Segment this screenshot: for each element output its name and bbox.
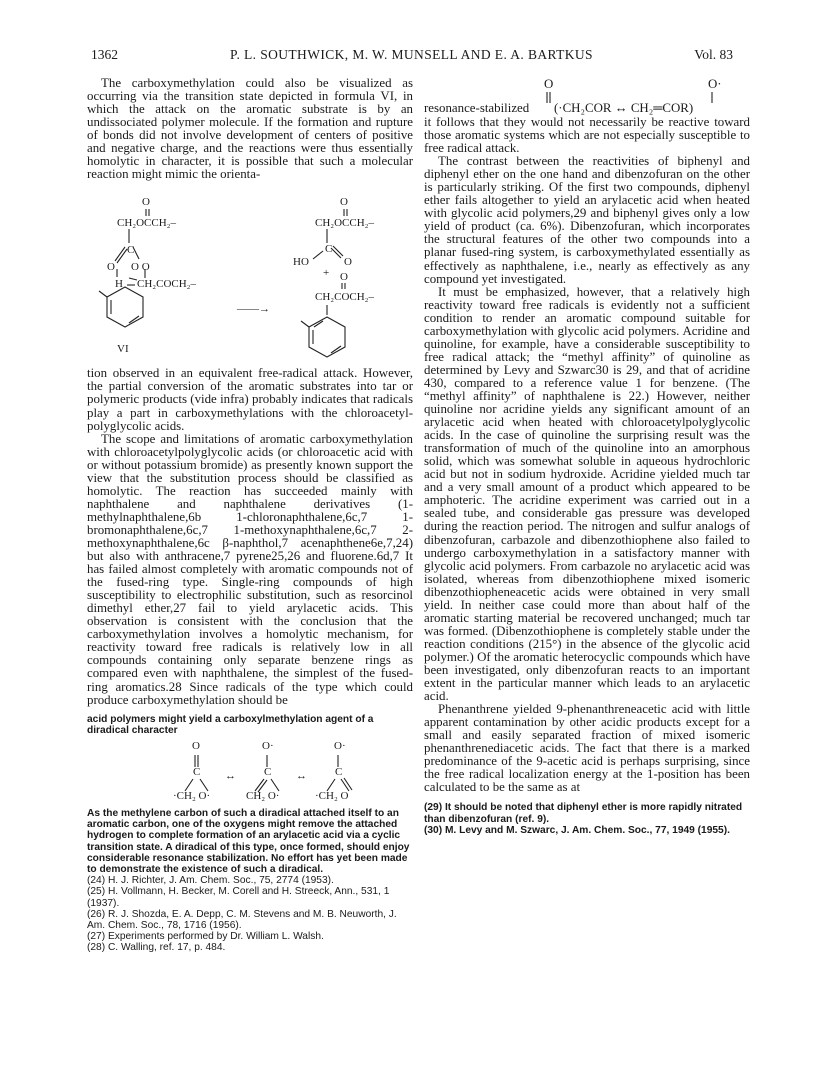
running-authors: P. L. SOUTHWICK, M. W. MUNSELL AND E. A. BARTKUS	[230, 47, 593, 62]
running-header	[0, 47, 823, 69]
oxygen-atom: O	[544, 77, 554, 91]
resonance-equation: (·CH₂COR ↔ CH₂═COR)	[554, 101, 694, 115]
oxygen-pair: O O	[131, 261, 150, 274]
struct-prefix: resonance-stabilized	[424, 101, 530, 115]
oxygen-atom: O·	[262, 740, 274, 752]
reference-27: (27) Experiments performed by Dr. William L. Walsh.	[87, 931, 324, 943]
reference-29: (29) It should be noted that diphenyl ether is more rapidly nitrated than dibenzofuran (ref. 9).	[424, 802, 743, 825]
reference-30: (30) M. Levy and M. Szwarc, J. Am. Chem. Soc., 77, 1949 (1955).	[424, 824, 730, 836]
footnote-text: As the methylene carbon of such a diradical attached itself to an aromatic carbon, one of the oxygens might remove the attached hydrogen to complete formation of an arylacetic acid via a cyclic transition state. A diradical of this type, once formed, should enjoy considerable resonance stabilization. No effort has yet been made to demonstrate the existence of such a diradical.	[87, 808, 410, 876]
paragraph: The contrast between the reactivities of biphenyl and diphenyl ether on the one hand and dibenzofuran on the other is particularly striking. Of the first two compounds, diphenyl ether fails altogether to yield an arylacetic acid when heated with glycolic acid polymers,29 and biphenyl gives only a low yield of product (ca. 6%). Dibenzofuran, which incorporates the structural features of the other two compounds into a planar fused-ring system, is carboxymethylated essentially as effectively as naphthalene, i.e., nearly as effectively as any compound yet investigated.	[424, 154, 750, 286]
resonance-bonds	[424, 78, 750, 116]
footnote-text: acid polymers might yield a carboxylmethylation agent of a diradical character	[87, 713, 374, 736]
ester-group: CH₂COCH₂–	[315, 291, 375, 304]
carbon-atom: C	[335, 766, 343, 778]
hydroxyl-group: HO	[293, 256, 309, 269]
formula-vi-figure	[87, 185, 413, 365]
reference-28: (28) C. Walling, ref. 17, p. 484.	[87, 942, 226, 954]
plus-sign: +	[323, 267, 330, 280]
paragraph: The scope and limitations of aromatic carboxymethylation with chloroacetylpolyglycolic acids (or chloroacetic acid with or without potassium bromide) as presently known support the view that the substitution process should be classified as homolytic. The reaction has succeeded mainly with naphthalene and naphthalene derivatives (1-methylnaphthalene,6b 1-chloronaphthalene,6c,7 1-bromonaphthalene,6c,7 1-methoxynaphthalene,6c,7 2-methoxynaphthalene,6c β-naphthol,7 acenaphthene6e,7,24) but also with anthracene,7 pyrene25,26 and fluorene.6d,7 It has failed almost completely with aromatic compounds not of the fused-ring type. Single-ring compounds of high susceptibility to electrophilic substitution, such as resorcinol dimethyl ether,27 fail to yield arylacetic acids. This observation is consistent with the conclusion that the carboxymethylation involves a homolytic mechanism, for reactivity toward free radicals is relatively low in all compounds containing only separate benzene rings as compared even with naphthalene, the simplest of the fused-ring aromatics.28 Since radicals of the type which could produce carboxymethylation should be	[87, 431, 413, 707]
carbonyl-o: O	[344, 256, 352, 269]
oxygen-atom: O·	[334, 740, 346, 752]
left-column	[87, 77, 413, 954]
paragraph: Phenanthrene yielded 9-phenanthreneacetic acid with little apparent contamination by other acidic products except for a small and easily separated fraction of mixed isomeric phenanthrenediacetic acids. The fact that there is a marked predominance of the 9-acetic acid is perhaps surprising, since the free radical localization energy at the 1-position has been calculated to be the same as at	[424, 702, 750, 795]
carbon-atom: C	[127, 244, 135, 257]
resonance-arrow: ↔	[296, 770, 307, 782]
resonance-form: ·CH₂ O·	[173, 790, 211, 802]
carbon-atom: C	[325, 243, 333, 256]
right-column	[424, 78, 750, 836]
formula-vi-drawing	[87, 185, 413, 365]
page-number: 1362	[91, 47, 118, 62]
footnotes-right	[424, 802, 750, 836]
hydrogen-atom: H	[115, 278, 123, 291]
reference-25: (25) H. Vollmann, H. Becker, M. Corell and H. Streeck, Ann., 531, 1 (1937).	[87, 886, 390, 909]
formula-label: VI	[117, 343, 129, 356]
paragraph: tion observed in an equivalent free-radical attack. However, the partial conversion of the aromatic substrates into tar or polymeric products (vide infra) probably indicates that radicals play a part in carboxymethylations with the chloroacetyl-polyglycolic acids.	[87, 366, 413, 433]
oxygen-atom: O·	[708, 77, 722, 91]
volume-label: Vol. 83	[694, 47, 733, 62]
ester-group: CH₂COCH₂–	[137, 278, 197, 291]
footnotes-left	[87, 714, 413, 954]
paragraph: It must be emphasized, however, that a relatively high reactivity toward free radicals is evidently not a sufficient condition to render an aromatic compound suitable for carboxymethylation with glycolic acid polymers. Acridine and quinoline, for example, have a considerable susceptibility to free radical attack; the “methyl affinity” of quinoline as determined by Levy and Szwarc30 is 29, and that of acridine 430, compared to a reference value 1 for benzene. (The “methyl affinity” of naphthalene is 22.) However, neither quinoline nor acridine yields any significant amount of an arylacetic acid when heated with chloroacetylpolyglycolic acids. In the case of quinoline the surprising result was the transformation of much of the quinoline into an amorphous solid, which was somewhat soluble in aqueous hydrochloric acid but not in sodium hydroxide. Acridine yielded much tar and a very small amount of a product which appeared to be amphoteric. The acridine experiment was carried out in a sealed tube, and considerable gas pressure was developed during the reaction period. The nitrogen and sulfur analogs of dibenzofuran, carbazole and dibenzothiophene also failed to undergo carboxymethylation in a satisfactory manner with glycolic acid polymers. From carbazole no arylacetic acid was isolated, whereas from dibenzothiophene mixed isomeric dibenzothiopheneacetic acids were obtained in very small yield. In neither case could more than about half of the aromatic starting material be recovered unchanged; much tar was formed. (Dibenzothiophene is completely stable under the reaction conditions (215°) in the absence of the glycolic acid polymer.) Of the aromatic heterocyclic compounds which have been investigated, only dibenzofuran reacts to an important extent in the particular manner which leads to an arylacetic acid.	[424, 284, 750, 704]
oxygen-atom: O	[192, 740, 200, 752]
diradical-figure	[87, 741, 413, 805]
paragraph: it follows that they would not necessarily be reactive toward those aromatic systems which are not especially susceptible to free radical attack.	[424, 115, 750, 156]
resonance-form: ·CH₂ O	[315, 790, 349, 802]
resonance-form: CH₂ O·	[246, 790, 280, 802]
carbonyl-o: O	[340, 271, 348, 284]
carbon-atom: C	[193, 766, 201, 778]
ester-group: CH₂OCCH₂–	[315, 217, 375, 230]
reference-24: (24) H. J. Richter, J. Am. Chem. Soc., 75, 2774 (1953).	[87, 875, 334, 887]
carbon-atom: C	[264, 766, 272, 778]
carbonyl-o: O	[142, 196, 150, 209]
carbonyl-o: O	[107, 261, 115, 274]
resonance-arrow: ↔	[225, 770, 236, 782]
paragraph: The carboxymethylation could also be visualized as occurring via the transition state depicted in formula VI, in which the attack on the aromatic substrate is by an undissociated polymer molecule. If the formation and rupture of bonds did not involve development of centers of positive and negative charge, and the reactions were thus essentially homolytic in character, it is possible that such a molecular reaction might mimic the orienta-	[87, 76, 413, 182]
resonance-structure	[424, 78, 750, 116]
reaction-arrow: ——→	[237, 303, 270, 316]
ester-group: CH₂OCCH₂–	[117, 217, 177, 230]
reference-26: (26) R. J. Shozda, E. A. Depp, C. M. Stevens and M. B. Neuworth, J. Am. Chem. Soc., 78, 1716 (1956).	[87, 908, 397, 932]
carbonyl-o: O	[340, 196, 348, 209]
